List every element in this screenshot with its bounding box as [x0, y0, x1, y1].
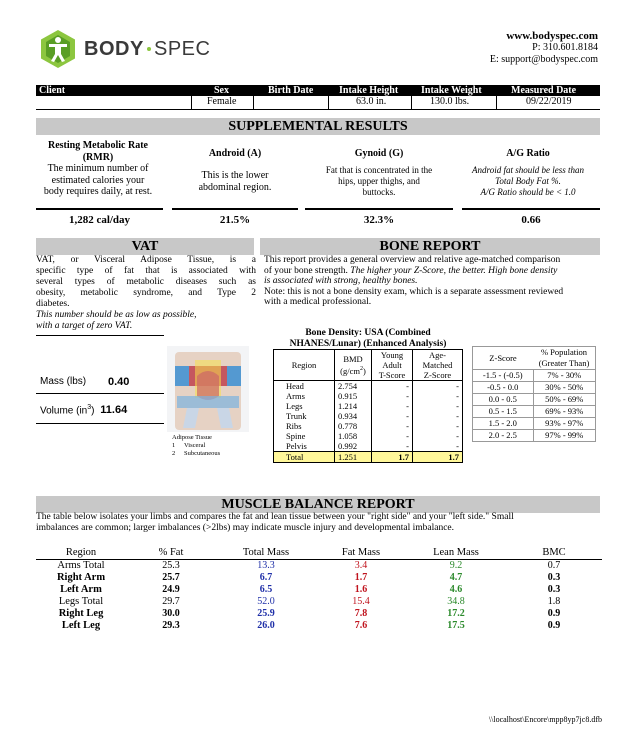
separator: [462, 208, 600, 210]
separator: [36, 393, 164, 394]
region-col-header: Region: [65, 547, 97, 558]
muscle-region: Right Arm: [56, 572, 106, 583]
muscle-lean-mass: 4.6: [449, 584, 463, 595]
population-header-line: % Population: [540, 347, 588, 357]
vat-volume-label-end: ): [91, 405, 95, 417]
t-score-header: [372, 350, 413, 381]
gynoid-title: Gynoid (G): [354, 148, 404, 159]
z-score-range: 2.0 - 2.5: [473, 430, 534, 442]
population-header-line: (Greater Than): [538, 358, 590, 368]
gynoid-desc: Fat that is concentrated in the: [325, 165, 433, 175]
muscle-header-row: [36, 547, 602, 560]
vat-desc-line: VAT, or Visceral Adipose Tissue, is a: [36, 255, 256, 265]
separator: [305, 208, 453, 210]
bone-t-score: -: [372, 441, 413, 452]
muscle-lean-mass: 34.8: [447, 596, 465, 607]
bone-desc-text: of your bone strength.: [264, 265, 351, 276]
ag-ratio-desc: Android fat should be less than: [472, 165, 584, 175]
muscle-bmc: 1.8: [547, 596, 561, 607]
muscle-row: [36, 608, 602, 620]
muscle-fat-pct: 24.9: [162, 584, 180, 595]
muscle-fat-pct: 29.3: [162, 620, 180, 631]
birth-date-label: Birth Date: [268, 85, 314, 96]
vat-legend-item: [172, 450, 220, 458]
gynoid-block: [305, 148, 453, 198]
bone-bmd: 0.778: [335, 421, 372, 431]
region-header: Region: [274, 350, 335, 381]
ag-ratio-value: 0.66: [521, 214, 541, 226]
z-score-header-line: Age-Matched: [422, 350, 453, 370]
bone-total-row: [274, 452, 463, 463]
vat-desc-line: several types of metabolic diseases such as: [36, 277, 256, 287]
footer-file-path: \\localhost\Encore\mpp8yp7jc8.dfb: [488, 715, 602, 724]
total-mass-col-header: Total Mass: [242, 547, 290, 558]
muscle-bmc: 0.9: [547, 620, 561, 631]
ag-ratio-desc: A/G Ratio should be < 1.0: [480, 187, 576, 197]
z-score-header-row: [473, 347, 596, 370]
logo-text-body: BODY: [84, 38, 144, 60]
bone-region: Trunk: [274, 411, 335, 421]
muscle-row: [36, 596, 602, 608]
z-score-row: [473, 418, 596, 430]
divider: [191, 96, 192, 109]
muscle-balance-table: [36, 547, 602, 632]
supplemental-results-title: SUPPLEMENTAL RESULTS: [36, 118, 600, 135]
bone-bmd: 2.754: [335, 381, 372, 392]
bone-desc-line: This report provides a general overview and relative age-matched comparison: [264, 255, 561, 265]
z-score-range: 1.5 - 2.0: [473, 418, 534, 430]
phone-number: P: 310.601.8184: [532, 42, 598, 53]
z-score-row: [473, 406, 596, 418]
fat-mass-col-header: Fat Mass: [341, 547, 381, 558]
sex-value: Female: [207, 96, 237, 107]
muscle-fat-pct: 25.3: [162, 560, 180, 571]
vat-description: [36, 255, 256, 332]
client-label: Client: [39, 85, 66, 96]
muscle-region: Arms Total: [57, 560, 105, 571]
height-label: Intake Height: [339, 85, 399, 96]
bone-z-score: -: [456, 381, 459, 391]
bone-t-score: -: [372, 381, 413, 392]
superscript: 2: [359, 366, 363, 373]
bone-table-title-line: Bone Density: USA (Combined: [305, 328, 431, 338]
population-range: 50% - 69%: [533, 394, 596, 406]
bone-t-score: -: [372, 421, 413, 431]
bone-description: [264, 255, 604, 308]
z-score-range: 0.0 - 0.5: [473, 394, 534, 406]
vat-legend-item: [172, 442, 220, 450]
android-desc: abdominal region.: [198, 182, 272, 193]
separator: [36, 208, 163, 210]
bone-t-score: -: [372, 431, 413, 441]
bone-z-score: -: [456, 391, 459, 401]
logo-dot: [147, 47, 151, 51]
bone-bmd: 1.214: [335, 401, 372, 411]
bone-note: with a medical professional.: [264, 297, 372, 307]
muscle-total-mass: 6.5: [259, 584, 273, 595]
bone-z-score: -: [456, 421, 459, 431]
muscle-fat-mass: 1.7: [354, 572, 368, 583]
vat-mass-row: [40, 376, 130, 388]
muscle-bmc: 0.3: [547, 584, 561, 595]
legend-label: Visceral: [184, 442, 206, 449]
t-score-header-line: T-Score: [378, 370, 406, 380]
bone-t-score: -: [372, 411, 413, 421]
gynoid-desc: buttocks.: [362, 187, 396, 197]
vat-desc-line: obesity, metabolic syndrome, and Type 2: [36, 288, 256, 298]
bone-region: Legs: [274, 401, 335, 411]
divider: [328, 96, 329, 109]
bone-bmd: 0.992: [335, 441, 372, 452]
legend-label: Subcutaneous: [184, 450, 221, 457]
bone-table-title: [268, 328, 468, 349]
muscle-fat-pct: 25.7: [162, 572, 180, 583]
total-z-score: 1.7: [448, 452, 459, 462]
bone-bmd: 0.934: [335, 411, 372, 421]
z-score-row: [473, 394, 596, 406]
bmc-col-header: BMC: [542, 547, 566, 558]
bone-note: Note: this is not a bone density exam, which is a separate assessment reviewed: [264, 286, 564, 297]
rmr-value: 1,282 cal/day: [68, 214, 131, 226]
z-score-header: [413, 350, 463, 381]
legend-number: 2: [172, 450, 176, 457]
gynoid-desc: hips, upper thighs, and: [338, 176, 420, 186]
vat-legend: [172, 434, 220, 458]
android-value: 21.5%: [219, 214, 251, 226]
android-desc: This is the lower: [201, 170, 269, 181]
bone-desc-line: [264, 266, 604, 277]
vat-mass-label: Mass (lbs): [40, 376, 87, 387]
bone-row: [274, 441, 463, 452]
z-score-range: -1.5 - (-0.5): [473, 370, 534, 382]
z-score-col-header: Z-Score: [489, 352, 517, 363]
bone-row: [274, 381, 463, 392]
muscle-region: Legs Total: [58, 596, 104, 607]
muscle-bmc: 0.9: [547, 608, 561, 619]
ag-ratio-block: [456, 148, 600, 198]
bone-bmd: 0.915: [335, 391, 372, 401]
website-link[interactable]: www.bodyspec.com: [506, 30, 598, 42]
bodyspec-logo-icon: [38, 29, 78, 69]
rmr-desc: estimated calories your: [51, 174, 145, 186]
rmr-title-abbr: (RMR): [82, 151, 114, 163]
bone-table-header-row: [274, 350, 463, 381]
bone-t-score: -: [372, 401, 413, 411]
muscle-fat-mass: 15.4: [352, 596, 370, 607]
logo-text-spec: SPEC: [154, 38, 211, 60]
muscle-region: Right Leg: [58, 608, 104, 619]
logo: [38, 29, 218, 69]
rmr-title: Resting Metabolic Rate: [48, 140, 148, 151]
rmr-desc: The minimum number of: [47, 163, 149, 174]
muscle-lean-mass: 17.5: [447, 620, 465, 631]
z-score-row: [473, 430, 596, 442]
population-range: 30% - 50%: [533, 382, 596, 394]
muscle-fat-pct: 30.0: [162, 608, 180, 619]
muscle-row: [36, 572, 602, 584]
vat-volume-label: Volume (in: [40, 405, 88, 417]
muscle-total-mass: 25.9: [257, 608, 275, 619]
total-region: Total: [274, 452, 335, 463]
total-t-score: 1.7: [372, 452, 413, 463]
population-range: 93% - 97%: [533, 418, 596, 430]
muscle-description: [36, 512, 606, 534]
client-info-header: [36, 85, 600, 96]
divider: [411, 96, 412, 109]
ag-ratio-title: A/G Ratio: [506, 148, 550, 159]
bone-z-score: -: [456, 441, 459, 451]
bone-row: [274, 431, 463, 441]
bone-region: Pelvis: [274, 441, 335, 452]
bone-desc-emphasis: is associated with strong, healthy bones.: [264, 276, 418, 286]
bone-region: Spine: [274, 431, 335, 441]
muscle-region: Left Leg: [61, 620, 101, 631]
bone-report-title: BONE REPORT: [260, 238, 600, 255]
bone-z-score: -: [456, 401, 459, 411]
muscle-total-mass: 13.3: [257, 560, 275, 571]
bone-row: [274, 421, 463, 431]
vat-volume-row: [40, 404, 127, 416]
total-bmd: 1.251: [335, 452, 372, 463]
separator: [36, 335, 164, 336]
bone-desc-emphasis: The higher your Z-Score, the better. High bone density: [350, 265, 558, 276]
superscript: 3: [87, 404, 92, 411]
muscle-region: Left Arm: [60, 584, 102, 595]
muscle-lean-mass: 4.7: [449, 572, 463, 583]
vat-mass-value: 0.40: [108, 376, 130, 388]
bone-row: [274, 391, 463, 401]
muscle-lean-mass: 17.2: [447, 608, 465, 619]
muscle-total-mass: 52.0: [257, 596, 275, 607]
vat-legend-title: Adipose Tissue: [172, 434, 212, 441]
muscle-fat-mass: 1.6: [354, 584, 368, 595]
vat-title: VAT: [36, 238, 254, 255]
muscle-fat-mass: 7.8: [354, 608, 368, 619]
muscle-fat-mass: 7.6: [354, 620, 368, 631]
muscle-desc-line: imbalances are common; larger imbalances (>2lbs) may indicate muscle injury and developmental imbalance.: [36, 523, 455, 533]
vat-desc-line: diabetes.: [36, 299, 70, 309]
bone-region: Ribs: [274, 421, 335, 431]
rmr-block: [36, 140, 160, 198]
vat-desc-line: specific type of fat that is associated with: [36, 266, 256, 276]
bone-row: [274, 411, 463, 421]
bone-density-table: [273, 349, 463, 463]
vat-note: with a target of zero VAT.: [36, 321, 133, 331]
fat-pct-col-header: % Fat: [158, 547, 184, 558]
weight-label: Intake Weight: [421, 85, 482, 96]
bone-bmd: 1.058: [335, 431, 372, 441]
bone-row: [274, 401, 463, 411]
lean-mass-col-header: Lean Mass: [433, 547, 479, 558]
muscle-bmc: 0.7: [547, 560, 561, 571]
legend-number: 1: [172, 442, 176, 449]
population-range: 97% - 99%: [533, 430, 596, 442]
separator: [172, 208, 298, 210]
height-value: 63.0 in.: [356, 96, 387, 107]
muscle-row: [36, 620, 602, 632]
bmd-unit: (g/cm: [340, 365, 360, 376]
bmd-header-label: BMD: [343, 354, 363, 365]
muscle-row: [36, 584, 602, 596]
bone-table-title-line: NHANES/Lunar) (Enhanced Analysis): [289, 338, 447, 349]
t-score-header-line: Young: [380, 350, 404, 360]
t-score-header-line: Adult: [382, 360, 402, 370]
divider: [253, 96, 254, 109]
population-col-header: [533, 347, 596, 370]
measured-date-value: 09/22/2019: [526, 96, 572, 107]
sex-label: Sex: [214, 85, 229, 96]
z-score-row: [473, 382, 596, 394]
bone-z-score: -: [456, 411, 459, 421]
muscle-total-mass: 26.0: [257, 620, 275, 631]
separator: [36, 423, 164, 424]
muscle-fat-mass: 3.4: [354, 560, 368, 571]
muscle-row: [36, 560, 602, 573]
android-block: [172, 148, 298, 194]
z-score-range: 0.5 - 1.5: [473, 406, 534, 418]
vat-note: This number should be as low as possible,: [36, 310, 197, 320]
z-score-reference-table: [472, 346, 596, 442]
vat-body-scan-image: [167, 346, 249, 432]
rmr-desc: body requires daily, at rest.: [43, 186, 153, 197]
email-address[interactable]: E: support@bodyspec.com: [489, 54, 598, 65]
gynoid-value: 32.3%: [363, 214, 395, 226]
bone-region: Arms: [274, 391, 335, 401]
client-info-values: [36, 96, 600, 110]
bmd-header: [335, 350, 372, 381]
z-score-range: -0.5 - 0.0: [473, 382, 534, 394]
muscle-total-mass: 6.7: [259, 572, 273, 583]
population-range: 69% - 93%: [533, 406, 596, 418]
bmd-unit-end: ): [362, 365, 366, 376]
android-title: Android (A): [208, 148, 262, 159]
vat-volume-value: 11.64: [100, 404, 128, 417]
bone-region: Head: [274, 381, 335, 392]
contact-block: [490, 30, 598, 66]
muscle-balance-title: MUSCLE BALANCE REPORT: [36, 496, 600, 513]
muscle-fat-pct: 29.7: [162, 596, 180, 607]
weight-value: 130.0 lbs.: [430, 96, 470, 107]
divider: [496, 96, 497, 109]
muscle-bmc: 0.3: [547, 572, 561, 583]
z-score-row: [473, 370, 596, 382]
muscle-desc-line: The table below isolates your limbs and compares the fat and lean tissue between your "right side" and your "left side." Small: [36, 512, 514, 522]
bone-t-score: -: [372, 391, 413, 401]
z-score-header-line: Z-Score: [423, 370, 452, 380]
bone-z-score: -: [456, 431, 459, 441]
ag-ratio-desc: Total Body Fat %.: [495, 176, 561, 186]
muscle-lean-mass: 9.2: [449, 560, 463, 571]
measured-date-label: Measured Date: [511, 85, 577, 96]
population-range: 7% - 30%: [533, 370, 596, 382]
